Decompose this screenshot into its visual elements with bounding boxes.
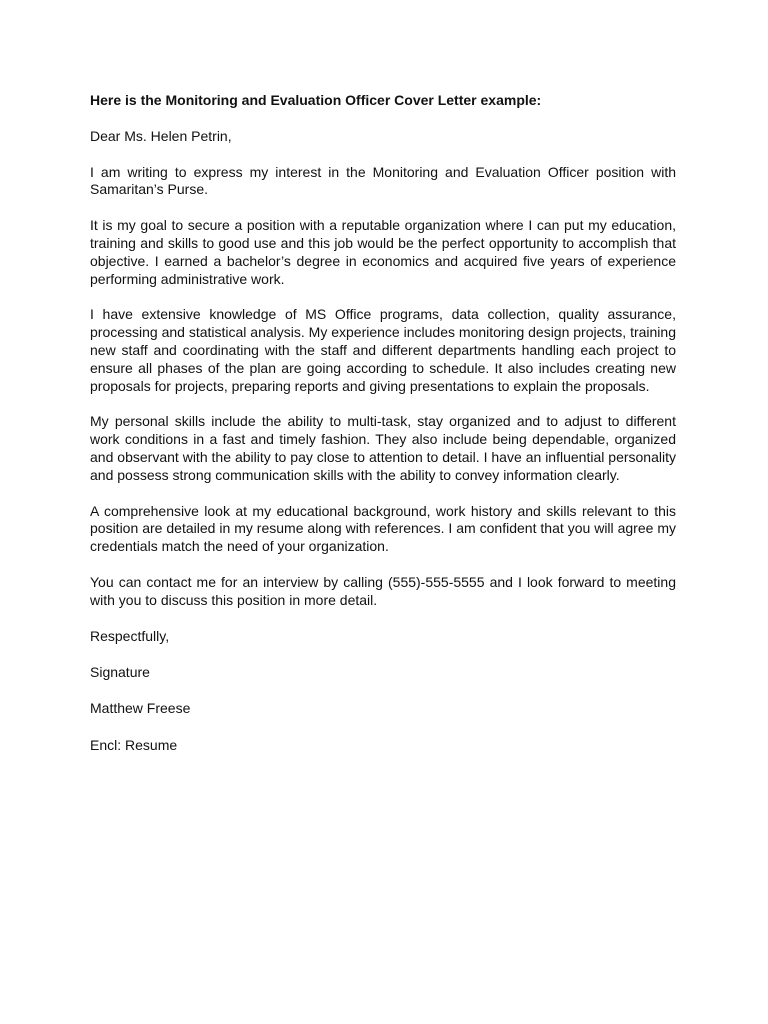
paragraph-knowledge: I have extensive knowledge of MS Office programs, data collection, quality assurance, processing and statistical analysis. My experience includes monitoring design projects, training new staff and coordinating with the staff and different departments handling each project to ensure all phases of the plan are going according to schedule. It also includes creating new proposals for projects, preparing reports and giving presentations to explain the proposals. <box>90 306 676 394</box>
enclosure-note: Encl: Resume <box>90 736 178 753</box>
paragraph-intro: I am writing to express my interest in the Monitoring and Evaluation Officer position with Samaritan’s Purse. <box>90 163 676 198</box>
closing: Respectfully, <box>90 627 170 644</box>
signature: Signature <box>90 663 150 680</box>
letter-heading: Here is the Monitoring and Evaluation Officer Cover Letter example: <box>90 92 542 108</box>
paragraph-personal-skills: My personal skills include the ability to multi-task, stay organized and to adjust to different work conditions in a fast and timely fashion. They also include being dependable, organized and observant with the ability to pay close to attention to detail. I have an influential personality and possess strong communication skills with the ability to convey information clearly. <box>90 413 676 483</box>
salutation: Dear Ms. Helen Petrin, <box>90 127 232 144</box>
sender-name: Matthew Freese <box>90 700 191 717</box>
paragraph-goal: It is my goal to secure a position with a reputable organization where I can put my education, training and skills to good use and this job would be the perfect opportunity to accomplish that objective. I earned a bachelor’s degree in economics and acquired five years of experience performing administrative work. <box>90 217 676 287</box>
paragraph-background: A comprehensive look at my educational background, work history and skills relevant to this position are detailed in my resume along with references. I am confident that you will agree my credentials match the need of your organization. <box>90 502 676 555</box>
paragraph-contact: You can contact me for an interview by calling (555)-555-5555 and I look forward to meeting with you to discuss this position in more detail. <box>90 573 676 608</box>
cover-letter-page <box>90 92 676 773</box>
